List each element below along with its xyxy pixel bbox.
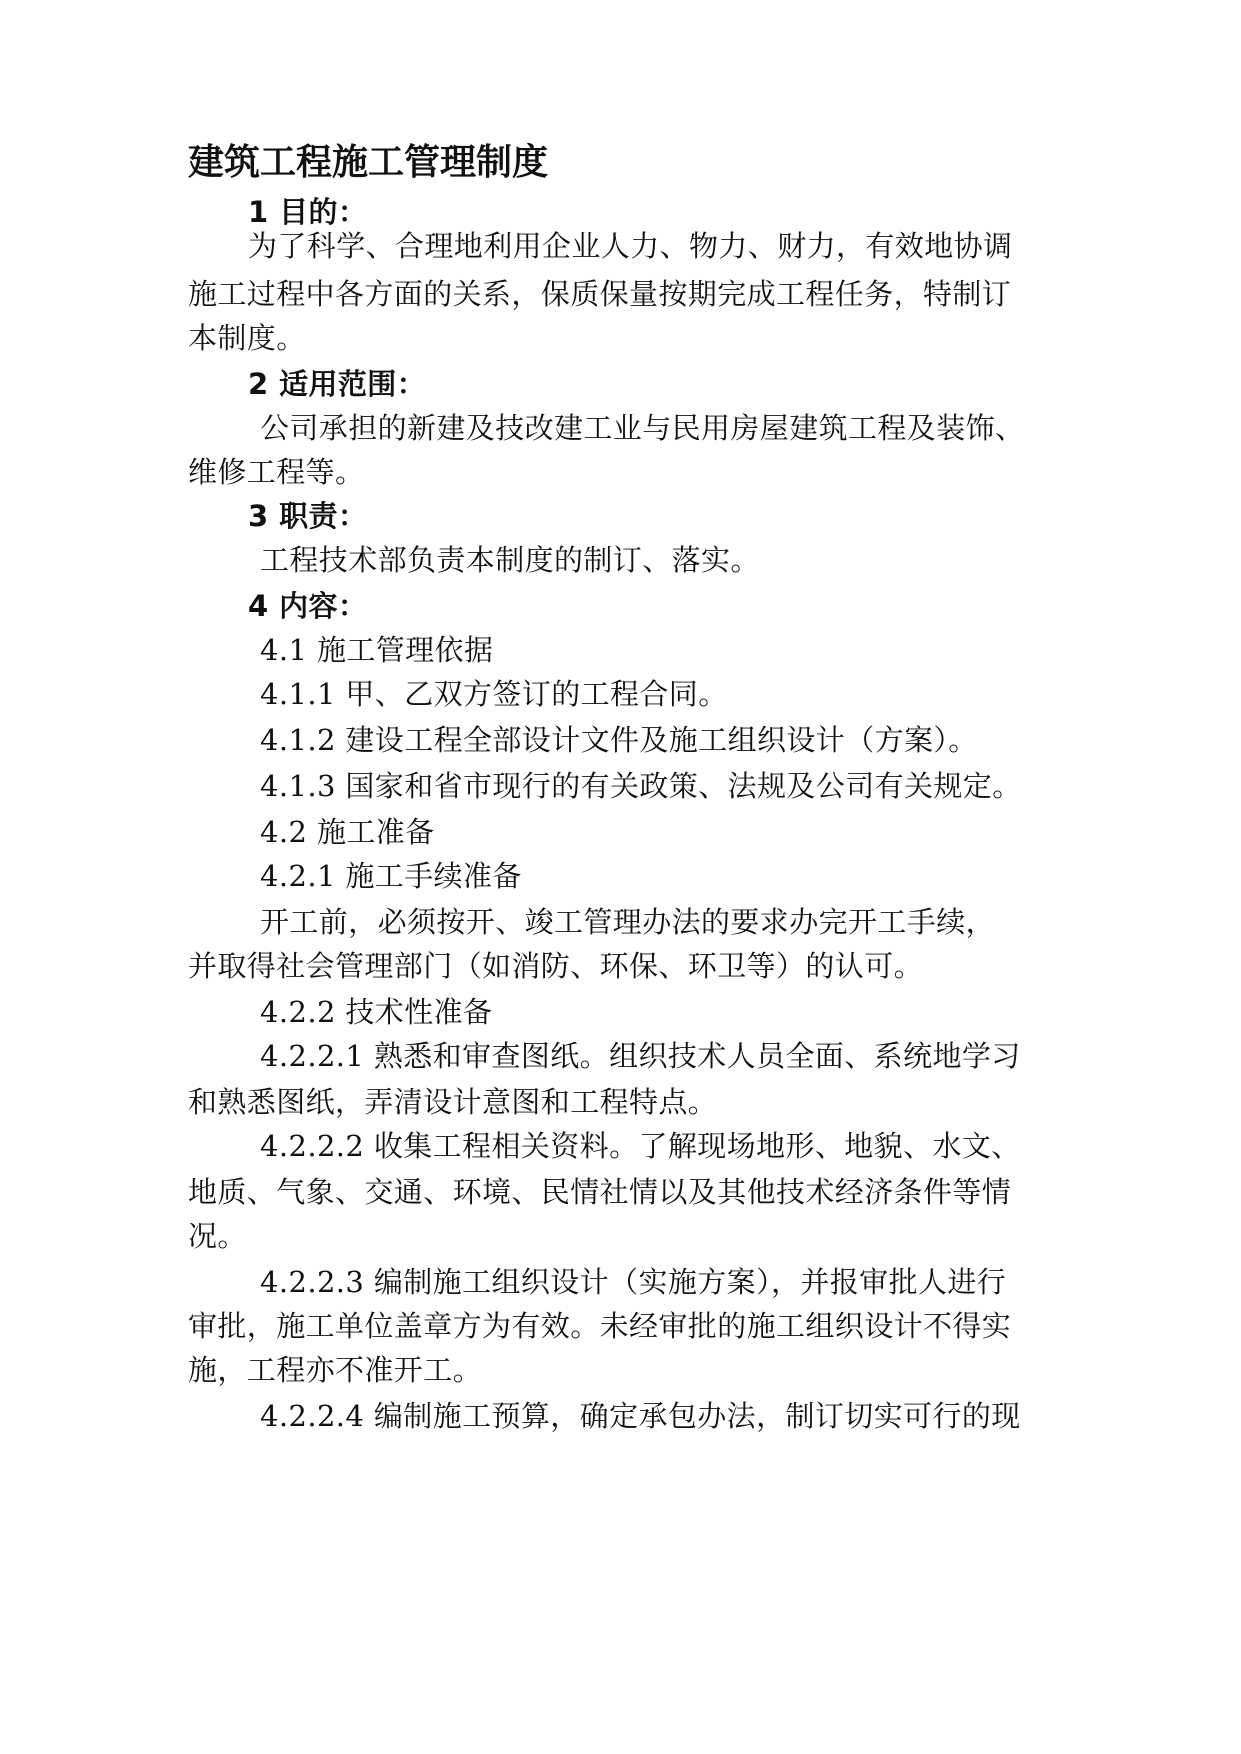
paragraph-line: 施，工程亦不准开工。	[188, 1353, 483, 1387]
subsection-heading: 4.1 施工管理依据	[260, 633, 494, 667]
subsection-heading: 4.2.2 技术性准备	[260, 995, 493, 1029]
section-heading-responsibility: 3 职责：	[248, 499, 368, 533]
section-heading-purpose: 1 目的：	[248, 195, 368, 229]
section-heading-scope: 2 适用范围：	[248, 367, 427, 401]
paragraph-line: 4.2.2.4 编制施工预算，确定承包办法，制订切实可行的现	[260, 1399, 1021, 1433]
subsection-heading: 4.2 施工准备	[260, 815, 435, 849]
paragraph-line: 维修工程等。	[188, 455, 365, 489]
paragraph-line: 4.2.2.3 编制施工组织设计（实施方案），并报审批人进行	[260, 1265, 1007, 1299]
paragraph-line: 况。	[188, 1219, 247, 1253]
paragraph-line: 本制度。	[188, 321, 306, 355]
list-item: 4.1.2 建设工程全部设计文件及施工组织设计（方案）。	[260, 723, 978, 757]
paragraph-line: 4.2.2.2 收集工程相关资料。了解现场地形、地貌、水文、	[260, 1129, 1021, 1163]
paragraph-line: 开工前，必须按开、竣工管理办法的要求办完开工手续，	[260, 905, 996, 939]
paragraph-line: 公司承担的新建及技改建工业与民用房屋建筑工程及装饰、	[260, 411, 1025, 445]
paragraph-line: 并取得社会管理部门（如消防、环保、环卫等）的认可。	[188, 949, 924, 983]
paragraph-line: 地质、气象、交通、环境、民情社情以及其他技术经济条件等情	[188, 1175, 1012, 1209]
paragraph-line: 为了科学、合理地利用企业人力、物力、财力，有效地协调	[248, 229, 1013, 263]
paragraph-line: 审批，施工单位盖章方为有效。未经审批的施工组织设计不得实	[188, 1309, 1012, 1343]
paragraph-line: 工程技术部负责本制度的制订、落实。	[260, 543, 760, 577]
list-item: 4.1.3 国家和省市现行的有关政策、法规及公司有关规定。	[260, 769, 1022, 803]
paragraph-line: 4.2.2.1 熟悉和审查图纸。组织技术人员全面、系统地学习	[260, 1039, 1021, 1073]
paragraph-line: 施工过程中各方面的关系，保质保量按期完成工程任务，特制订	[188, 277, 1012, 311]
paragraph-line: 和熟悉图纸，弄清设计意图和工程特点。	[188, 1085, 718, 1119]
list-item: 4.1.1 甲、乙双方签订的工程合同。	[260, 677, 728, 711]
section-heading-content: 4 内容：	[248, 589, 368, 623]
subsection-heading: 4.2.1 施工手续准备	[260, 859, 522, 893]
document-title: 建筑工程施工管理制度	[188, 142, 549, 183]
